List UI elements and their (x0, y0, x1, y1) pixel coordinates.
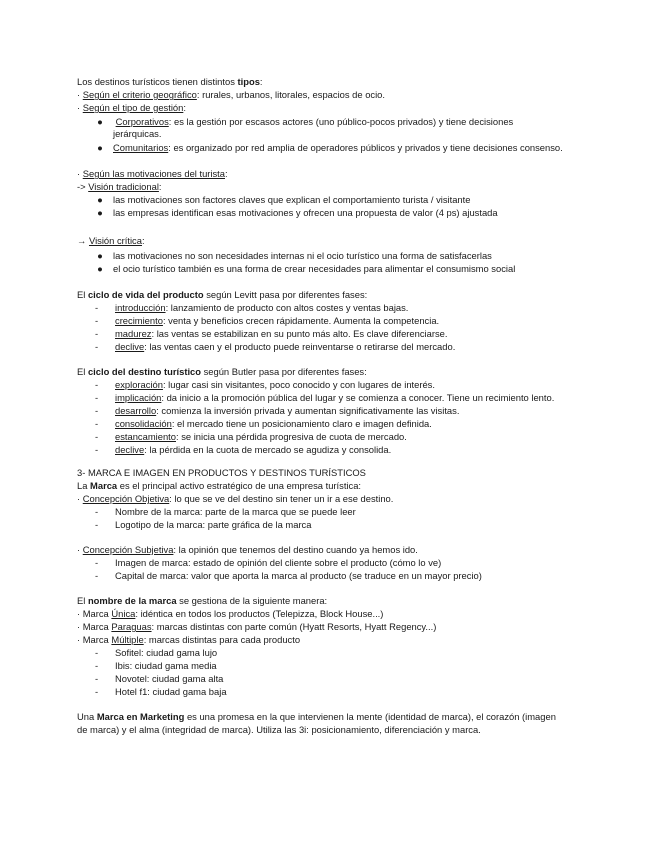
list-item: el ocio turístico también es una forma de crear necesidades para alimentar el consumismo social (113, 263, 516, 274)
dash-marker: - (95, 405, 99, 416)
list-item: Imagen de marca: estado de opinión del cliente sobre el producto (cómo lo ve) (115, 557, 442, 568)
ciclo-producto-heading: El ciclo de vida del producto según Levitt pasa por diferentes fases: (77, 289, 368, 300)
list-item: las empresas identifican esas motivaciones y ofrecen una propuesta de valor (4 ps) ajustada (113, 207, 498, 218)
list-item: implicación: da inicio a la promoción pública del lugar y se comienza a conocer. Tiene un recimiento lento. (115, 392, 555, 403)
concepcion-objetiva-line: · Concepción Objetiva: lo que se ve del destino sin tener un ir a ese destino. (77, 493, 394, 504)
marca-intro: La Marca es el principal activo estratégico de una empresa turística: (77, 480, 362, 491)
list-item: Nombre de la marca: parte de la marca que se puede leer (115, 506, 356, 517)
dash-marker: - (95, 315, 99, 326)
bullet-icon: ● (97, 250, 103, 261)
dash-marker: - (95, 444, 99, 455)
bullet-icon: ● (97, 142, 103, 153)
list-item: Sofitel: ciudad gama lujo (115, 647, 218, 658)
marca-unica-line: · Marca Única: idéntica en todos los productos (Telepizza, Block House...) (77, 608, 384, 619)
dash-marker: - (95, 506, 99, 517)
vision-critica-line: → Visión crítica: (77, 235, 145, 246)
list-item: consolidación: el mercado tiene un posicionamiento claro e imagen definida. (115, 418, 432, 429)
bullet-icon: ● (97, 194, 103, 205)
list-item: las motivaciones son factores claves que explican el comportamiento turista / visitante (113, 194, 471, 205)
list-item: declive: las ventas caen y el producto puede reinventarse o retirarse del mercado. (115, 341, 456, 352)
dash-marker: - (95, 557, 99, 568)
marketing-paragraph-line-2: de marca) y el alma (integridad de marca). Utiliza las 3i: posicionamiento, diferenciación y marca. (77, 724, 481, 735)
nombre-marca-heading: El nombre de la marca se gestiona de la siguiente manera: (77, 595, 328, 606)
dash-marker: - (95, 686, 99, 697)
dash-marker: - (95, 392, 99, 403)
list-item: crecimiento: venta y beneficios crecen rápidamente. Aumenta la competencia. (115, 315, 440, 326)
dash-marker: - (95, 341, 99, 352)
dash-marker: - (95, 302, 99, 313)
dash-marker: - (95, 418, 99, 429)
dash-marker: - (95, 570, 99, 581)
tipos-intro: Los destinos turísticos tienen distintos tipos: (77, 76, 263, 87)
list-item: Hotel f1: ciudad gama baja (115, 686, 227, 697)
dash-marker: - (95, 660, 99, 671)
dash-marker: - (95, 328, 99, 339)
list-item: estancamiento: se inicia una pérdida progresiva de cuota de mercado. (115, 431, 407, 442)
criterio-geografico-line: · Según el criterio geográfico: rurales, urbanos, litorales, espacios de ocio. (77, 89, 385, 100)
list-item: introducción: lanzamiento de producto con altos costes y ventas bajas. (115, 302, 409, 313)
list-item: Logotipo de la marca: parte gráfica de la marca (115, 519, 312, 530)
bullet-icon: ● (97, 207, 103, 218)
motivaciones-line: · Según las motivaciones del turista: (77, 168, 228, 179)
marca-multiple-line: · Marca Múltiple: marcas distintas para cada producto (77, 634, 301, 645)
ciclo-destino-heading: El ciclo del destino turístico según Butler pasa por diferentes fases: (77, 366, 367, 377)
list-item: declive: la pérdida en la cuota de mercado se agudiza y consolida. (115, 444, 392, 455)
section-heading: 3- MARCA E IMAGEN EN PRODUCTOS Y DESTINOS TURÍSTICOS (77, 467, 366, 478)
bullet-icon: ● (97, 263, 103, 274)
concepcion-subjetiva-line: · Concepción Subjetiva: la opinión que tenemos del destino cuando ya hemos ido. (77, 544, 418, 555)
vision-tradicional-line: -> Visión tradicional: (77, 181, 162, 192)
marca-paraguas-line: · Marca Paraguas: marcas distintas con parte común (Hyatt Resorts, Hyatt Regency...) (77, 621, 437, 632)
tipo-gestion-line: · Según el tipo de gestión: (77, 102, 186, 113)
corporativos-line: Corporativos: es la gestión por escasos actores (uno público-pocos privados) y tiene decisiones (115, 116, 514, 127)
list-item: Ibis: ciudad gama media (115, 660, 217, 671)
dash-marker: - (95, 379, 99, 390)
bullet-icon: ● (97, 116, 103, 127)
dash-marker: - (95, 673, 99, 684)
list-item: Novotel: ciudad gama alta (115, 673, 224, 684)
comunitarios-line: Comunitarios: es organizado por red amplia de operadores públicos y privados y tiene decisiones consenso. (113, 142, 563, 153)
list-item: exploración: lugar casi sin visitantes, poco conocido y con lugares de interés. (115, 379, 435, 390)
corporativos-continuation: jerárquicas. (113, 128, 162, 139)
list-item: madurez: las ventas se estabilizan en su punto más alto. Es clave diferenciarse. (115, 328, 448, 339)
list-item: las motivaciones no son necesidades internas ni el ocio turístico una forma de satisfacerlas (113, 250, 492, 261)
list-item: Capital de marca: valor que aporta la marca al producto (se traduce en un mayor precio) (115, 570, 482, 581)
list-item: desarrollo: comienza la inversión privada y aumentan significativamente las visitas. (115, 405, 460, 416)
dash-marker: - (95, 431, 99, 442)
marketing-paragraph-line-1: Una Marca en Marketing es una promesa en la que intervienen la mente (identidad de marca), el corazón (imagen (77, 711, 556, 722)
dash-marker: - (95, 519, 99, 530)
dash-marker: - (95, 647, 99, 658)
